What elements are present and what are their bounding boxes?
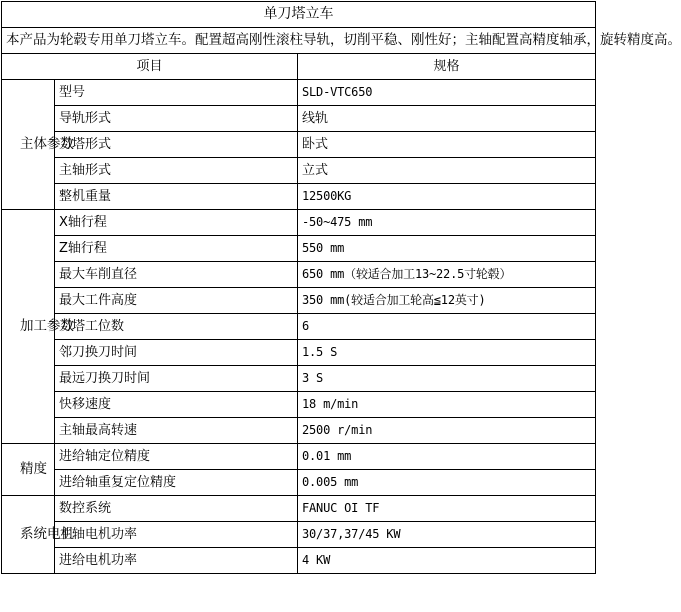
row-value: 2500 r/min — [298, 418, 596, 444]
row-value: -50~475 mm — [298, 210, 596, 236]
row-item: 最大车削直径 — [55, 262, 298, 288]
row-value: 30/37,37/45 KW — [298, 522, 596, 548]
row-item: 进给电机功率 — [55, 548, 298, 574]
row-item: 进给轴重复定位精度 — [55, 470, 298, 496]
title-row — [2, 2, 596, 28]
table-row — [2, 210, 596, 236]
table-row — [2, 106, 596, 132]
row-item: X轴行程 — [55, 210, 298, 236]
table-row — [2, 132, 596, 158]
column-header-spec: 规格 — [298, 54, 596, 80]
row-item: 型号 — [55, 80, 298, 106]
row-item: 最远刀换刀时间 — [55, 366, 298, 392]
table-row — [2, 522, 596, 548]
row-value: 350 mm(较适合加工轮高≦12英寸) — [298, 288, 596, 314]
row-value: 1.5 S — [298, 340, 596, 366]
group-label-main-params: 主体参数 — [2, 80, 55, 210]
table-row — [2, 158, 596, 184]
table-row — [2, 470, 596, 496]
table-row — [2, 444, 596, 470]
row-item: 整机重量 — [55, 184, 298, 210]
row-item: 刀塔形式 — [55, 132, 298, 158]
table-row — [2, 288, 596, 314]
row-item: 快移速度 — [55, 392, 298, 418]
group-label-precision: 精度 — [2, 444, 55, 496]
row-item: Z轴行程 — [55, 236, 298, 262]
table-row — [2, 496, 596, 522]
row-value: FANUC OI TF — [298, 496, 596, 522]
table-row — [2, 392, 596, 418]
row-value: 0.01 mm — [298, 444, 596, 470]
spec-table — [1, 1, 681, 574]
row-value: 0.005 mm — [298, 470, 596, 496]
row-item: 最大工件高度 — [55, 288, 298, 314]
table-row — [2, 548, 596, 574]
row-value: 线轨 — [298, 106, 596, 132]
table-row — [2, 314, 596, 340]
product-description: 本产品为轮毂专用单刀塔立车。配置超高刚性滚柱导轨，切削平稳、刚性好；主轴配置高精度轴承，旋转精度高。 — [2, 28, 596, 54]
table-row — [2, 236, 596, 262]
table-row — [2, 418, 596, 444]
row-value: 650 mm（较适合加工13~22.5寸轮毂） — [298, 262, 596, 288]
table-row — [2, 262, 596, 288]
row-item: 导轨形式 — [55, 106, 298, 132]
table-row — [2, 366, 596, 392]
row-value: 550 mm — [298, 236, 596, 262]
row-item: 进给轴定位精度 — [55, 444, 298, 470]
row-value: 18 m/min — [298, 392, 596, 418]
row-value: 6 — [298, 314, 596, 340]
row-item: 邻刀换刀时间 — [55, 340, 298, 366]
table-row — [2, 184, 596, 210]
group-label-system-motor: 系统电机 — [2, 496, 55, 574]
row-value: 4 KW — [298, 548, 596, 574]
column-header-item: 项目 — [2, 54, 298, 80]
row-value: 3 S — [298, 366, 596, 392]
description-row — [2, 28, 596, 54]
row-value: SLD-VTC650 — [298, 80, 596, 106]
table-row — [2, 340, 596, 366]
row-item: 主轴电机功率 — [55, 522, 298, 548]
table-row — [2, 80, 596, 106]
row-value: 卧式 — [298, 132, 596, 158]
row-value: 立式 — [298, 158, 596, 184]
row-value: 12500KG — [298, 184, 596, 210]
row-item: 主轴最高转速 — [55, 418, 298, 444]
row-item: 主轴形式 — [55, 158, 298, 184]
header-row — [2, 54, 596, 80]
table-title: 单刀塔立车 — [2, 2, 596, 28]
row-item: 数控系统 — [55, 496, 298, 522]
row-item: 刀塔工位数 — [55, 314, 298, 340]
group-label-machining-params: 加工参数 — [2, 210, 55, 444]
